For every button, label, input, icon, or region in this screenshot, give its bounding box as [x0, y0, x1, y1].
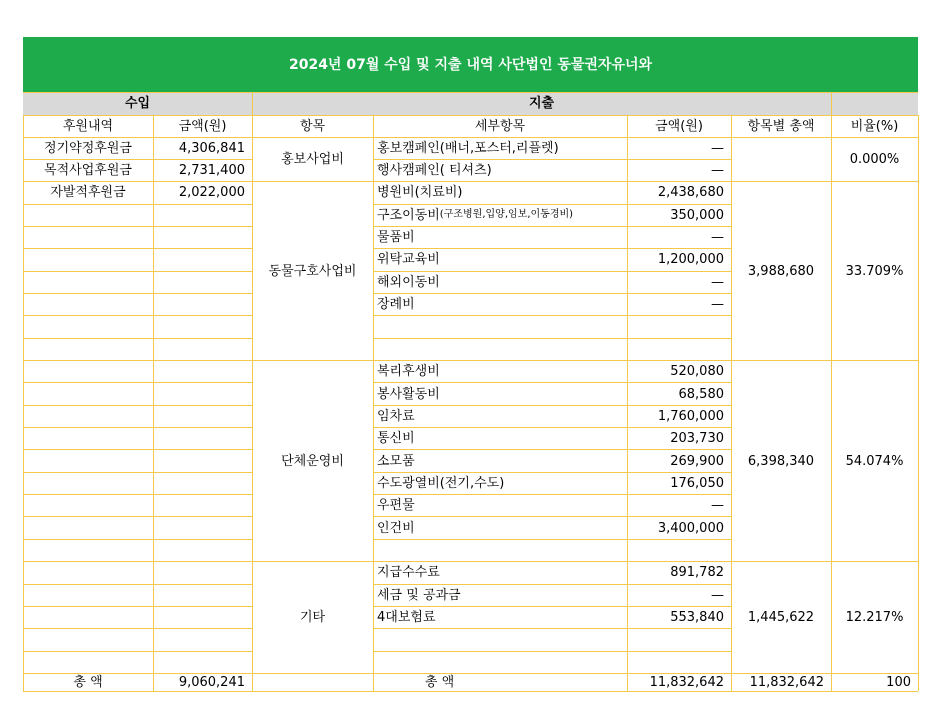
expense-item-text: 우편물	[377, 498, 415, 514]
expense-item-label	[373, 606, 627, 628]
expense-item-text: 지급수수료	[377, 565, 440, 581]
expense-item-label	[373, 472, 627, 494]
expense-item-amount: —	[711, 297, 724, 313]
grid-line	[373, 271, 731, 272]
expense-item-text: 해외이동비	[377, 274, 440, 290]
grid-line	[373, 539, 731, 540]
grid-line	[373, 293, 731, 294]
expense-item-label	[373, 651, 627, 673]
expense-item-label	[373, 584, 627, 606]
grid-line	[373, 226, 731, 227]
expense-item-amount: 553,840	[670, 610, 724, 626]
expense-item-amount: —	[711, 274, 724, 290]
section-header-blank	[831, 92, 918, 115]
income-total-label: 총 액	[73, 674, 103, 690]
expense-item-amount: 2,438,680	[657, 185, 724, 201]
grid-line	[918, 115, 919, 691]
expense-item-text: 위탁교육비	[377, 252, 440, 268]
expense-item-label	[373, 137, 627, 159]
expense-item-amount: —	[711, 498, 724, 514]
category-total	[731, 137, 831, 182]
grid-line	[23, 405, 252, 406]
grid-line	[23, 382, 252, 383]
expense-item-amount	[627, 316, 731, 338]
grid-line	[23, 584, 252, 585]
column-header-subitem: 세부항목	[474, 118, 526, 134]
sheet-title: 2024년 07월 수입 및 지출 내역 사단법인 동물권자유너와	[23, 37, 918, 92]
income-label: 목적사업후원금	[44, 163, 132, 179]
expense-item-text: 수도광열비(전기,수도)	[377, 475, 505, 491]
grid-line	[23, 137, 918, 138]
expense-item-text: 4대보험료	[377, 610, 436, 626]
grid-line	[23, 248, 252, 249]
grid-line	[373, 494, 731, 495]
column-header-donation_type: 후원내역	[62, 118, 114, 134]
grid-line	[23, 427, 252, 428]
grid-line	[23, 315, 252, 316]
grid-line	[252, 673, 373, 674]
grid-line	[252, 360, 373, 361]
expense-item-amount	[627, 629, 731, 651]
expense-item-amount: 203,730	[670, 431, 724, 447]
grid-line	[23, 651, 252, 652]
income-amount: 2,022,000	[178, 185, 245, 201]
grid-line	[23, 360, 252, 361]
grid-line	[373, 427, 731, 428]
expense-item-amount: 350,000	[670, 207, 724, 223]
grid-line	[23, 628, 252, 629]
expense-item-note: (구조병원,입양,임보,이동경비)	[439, 209, 574, 221]
grid-line	[23, 516, 252, 517]
expense-section-header: 지출	[252, 92, 831, 115]
category-total: 3,988,680	[747, 263, 815, 279]
expense-item-text: 장례비	[377, 297, 415, 313]
grid-line	[373, 204, 731, 205]
grid-line	[373, 584, 731, 585]
grid-line	[252, 181, 373, 182]
expense-item-label	[373, 226, 627, 248]
grid-line	[373, 606, 731, 607]
expense-item-text: 행사캠페인( 티셔츠)	[377, 163, 492, 179]
expense-item-text: 통신비	[377, 431, 415, 447]
grid-line	[731, 360, 918, 361]
category-ratio: 33.709%	[845, 263, 904, 279]
expense-item-label	[373, 450, 627, 472]
expense-item-amount: 891,782	[670, 565, 724, 581]
column-header-category_total: 항목별 총액	[747, 118, 815, 134]
category-name: 홍보사업비	[281, 151, 344, 167]
grid-line	[23, 606, 252, 607]
expense-item-text: 세금 및 공과금	[377, 587, 461, 603]
expense-item-amount: 3,400,000	[657, 520, 724, 536]
expense-item-amount: 1,760,000	[657, 408, 724, 424]
expense-item-label	[373, 316, 627, 338]
expense-item-label	[373, 249, 627, 271]
grid-line	[23, 561, 252, 562]
income-amount: 2,731,400	[178, 163, 245, 179]
grid-line	[373, 673, 731, 674]
expense-item-amount: —	[711, 163, 724, 179]
income-amount: 4,306,841	[178, 140, 245, 156]
grid-line	[373, 338, 731, 339]
expense-item-label	[373, 204, 627, 226]
expense-item-amount: 176,050	[670, 475, 724, 491]
grid-line	[23, 181, 252, 182]
income-label: 자발적후원금	[50, 185, 126, 201]
column-header-ratio: 비율(%)	[850, 118, 899, 134]
expense-item-label	[373, 338, 627, 360]
category-name: 동물구호사업비	[268, 263, 357, 279]
expense-item-label	[373, 293, 627, 315]
category-total: 6,398,340	[747, 453, 815, 469]
grid-line	[731, 181, 918, 182]
grid-line	[23, 226, 252, 227]
expense-item-label	[373, 539, 627, 561]
expense-item-text: 병원비(치료비)	[377, 185, 463, 201]
expense-item-amount: 68,580	[678, 386, 724, 402]
expense-item-amount: —	[711, 587, 724, 603]
grid-line	[373, 382, 731, 383]
grid-line	[23, 449, 252, 450]
grid-line	[23, 673, 252, 674]
category-total: 1,445,622	[747, 610, 815, 626]
expense-item-label	[373, 159, 627, 181]
grid-line	[373, 651, 731, 652]
expense-item-amount	[627, 539, 731, 561]
grid-line	[831, 92, 832, 115]
grid-line	[373, 405, 731, 406]
grid-line	[373, 561, 731, 562]
grid-line	[23, 691, 918, 692]
expense-total-amount: 11,832,642	[649, 674, 724, 690]
budget-sheet	[23, 37, 918, 697]
expense-item-text: 물품비	[377, 230, 415, 246]
column-header-amount_out: 금액(원)	[655, 118, 703, 134]
ratio-total: 100	[886, 674, 911, 690]
grid-line	[23, 338, 252, 339]
category-total-sum: 11,832,642	[749, 674, 824, 690]
category-ratio: 12.217%	[845, 610, 904, 626]
grid-line	[373, 360, 731, 361]
expense-item-label	[373, 383, 627, 405]
grid-line	[23, 159, 252, 160]
category-name: 기타	[299, 610, 326, 626]
column-header-category: 항목	[299, 118, 326, 134]
grid-line	[23, 92, 918, 93]
income-total-amount: 9,060,241	[178, 674, 245, 690]
category-name: 단체운영비	[281, 453, 344, 469]
grid-line	[373, 628, 731, 629]
expense-item-label	[373, 182, 627, 204]
expense-total-label: 총 액	[424, 674, 455, 690]
expense-item-amount: 269,900	[670, 453, 724, 469]
expense-item-text: 구조이동비	[377, 207, 440, 223]
expense-item-amount: 520,080	[670, 364, 724, 380]
expense-item-text: 인건비	[377, 520, 415, 536]
category-ratio: 0.000%	[849, 151, 900, 167]
expense-item-label	[373, 271, 627, 293]
grid-line	[373, 248, 731, 249]
grid-line	[731, 673, 918, 674]
grid-line	[23, 539, 252, 540]
expense-item-text: 소모품	[377, 453, 415, 469]
grid-line	[373, 516, 731, 517]
grid-line	[373, 315, 731, 316]
column-header-amount_in: 금액(원)	[178, 118, 227, 134]
grid-line	[23, 271, 252, 272]
grid-line	[373, 159, 731, 160]
expense-item-label	[373, 361, 627, 383]
expense-item-label	[373, 562, 627, 584]
expense-item-text: 임차료	[377, 408, 415, 424]
expense-item-label	[373, 517, 627, 539]
income-label: 정기약정후원금	[44, 140, 132, 156]
expense-item-text: 복리후생비	[377, 364, 440, 380]
grid-line	[23, 494, 252, 495]
expense-item-label	[373, 428, 627, 450]
expense-item-text: 봉사활동비	[377, 386, 440, 402]
expense-item-label	[373, 405, 627, 427]
grid-line	[23, 204, 252, 205]
grid-line	[731, 561, 918, 562]
expense-item-label	[373, 629, 627, 651]
grid-line	[252, 561, 373, 562]
income-section-header: 수입	[23, 92, 252, 115]
expense-item-label	[373, 495, 627, 517]
grid-line	[23, 115, 918, 116]
expense-item-amount	[627, 651, 731, 673]
grid-line	[23, 293, 252, 294]
expense-item-text: 홍보캠페인(배너,포스터,리플렛)	[377, 140, 559, 156]
expense-item-amount: —	[711, 230, 724, 246]
grid-line	[373, 449, 731, 450]
expense-item-amount: 1,200,000	[657, 252, 724, 268]
category-ratio: 54.074%	[845, 453, 904, 469]
expense-item-amount: —	[711, 140, 724, 156]
expense-item-amount	[627, 338, 731, 360]
grid-line	[23, 472, 252, 473]
grid-line	[252, 92, 253, 115]
grid-line	[373, 181, 731, 182]
grid-line	[831, 115, 832, 691]
grid-line	[373, 472, 731, 473]
